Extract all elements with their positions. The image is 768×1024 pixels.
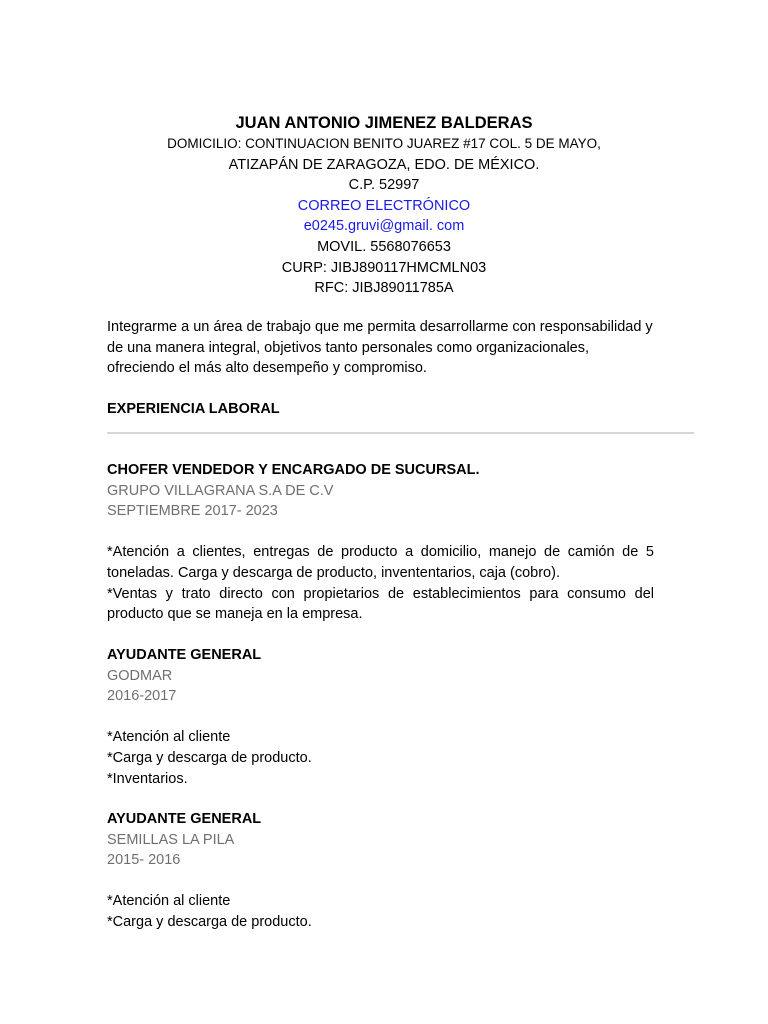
address-line-1: DOMICILIO: CONTINUACION BENITO JUAREZ #17 COL. 5 DE MAYO, [167,136,601,151]
job-company: GODMAR [107,667,173,684]
job-period: SEPTIEMBRE 2017- 2023 [107,503,278,520]
job-duty: *Inventarios. [107,770,188,787]
mobile-number: MOVIL. 5568076653 [317,238,451,255]
address-line-2: ATIZAPÁN DE ZARAGOZA, EDO. DE MÉXICO. [228,156,540,173]
email-link[interactable]: e0245.gruvi@gmail. com [303,218,465,235]
full-name: JUAN ANTONIO JIMENEZ BALDERAS [235,114,533,132]
rfc: RFC: JIBJ89011785A [314,280,454,297]
job-period: 2016-2017 [107,688,177,705]
section-title-experience: EXPERIENCIA LABORAL [107,401,280,417]
job-title: AYUDANTE GENERAL [107,811,262,827]
job-duties [107,542,654,624]
section-divider [107,432,694,434]
job-duty: *Atención al cliente [107,729,231,746]
job-duty: *Carga y descarga de producto. [107,749,312,766]
job-entry [107,645,654,789]
job-duties [107,891,654,932]
job-period: 2015- 2016 [107,852,181,869]
job-duty: *Atención a clientes, entregas de producto a domicilio, manejo de camión de 5 toneladas. Carga y descarga de producto, invententarios, caja (cobro). [107,544,654,581]
job-duty: *Atención al cliente [107,893,231,910]
job-company: GRUPO VILLAGRANA S.A DE C.V [107,482,334,499]
job-company: SEMILLAS LA PILA [107,831,235,848]
job-duties [107,727,654,789]
email-label-link[interactable]: CORREO ELECTRÓNICO [297,197,471,214]
job-duty: *Carga y descarga de producto. [107,913,312,930]
postal-code: C.P. 52997 [348,177,420,194]
objective-paragraph: Integrarme a un área de trabajo que me permita desarrollarme con responsabilidad y de una manera integral, objetivos tanto personales como organizacionales, ofreciendo el más alto desempeño y compromiso. [107,319,653,377]
contact-header [0,112,768,299]
job-title: CHOFER VENDEDOR Y ENCARGADO DE SUCURSAL. [107,462,480,478]
job-entry [107,460,654,625]
job-duty: *Ventas y trato directo con propietarios de establecimientos para consumo del producto que se maneja en la empresa. [107,585,654,623]
job-title: AYUDANTE GENERAL [107,647,262,663]
job-entry [107,809,654,933]
curp: CURP: JIBJ890117HMCMLN03 [281,259,487,276]
